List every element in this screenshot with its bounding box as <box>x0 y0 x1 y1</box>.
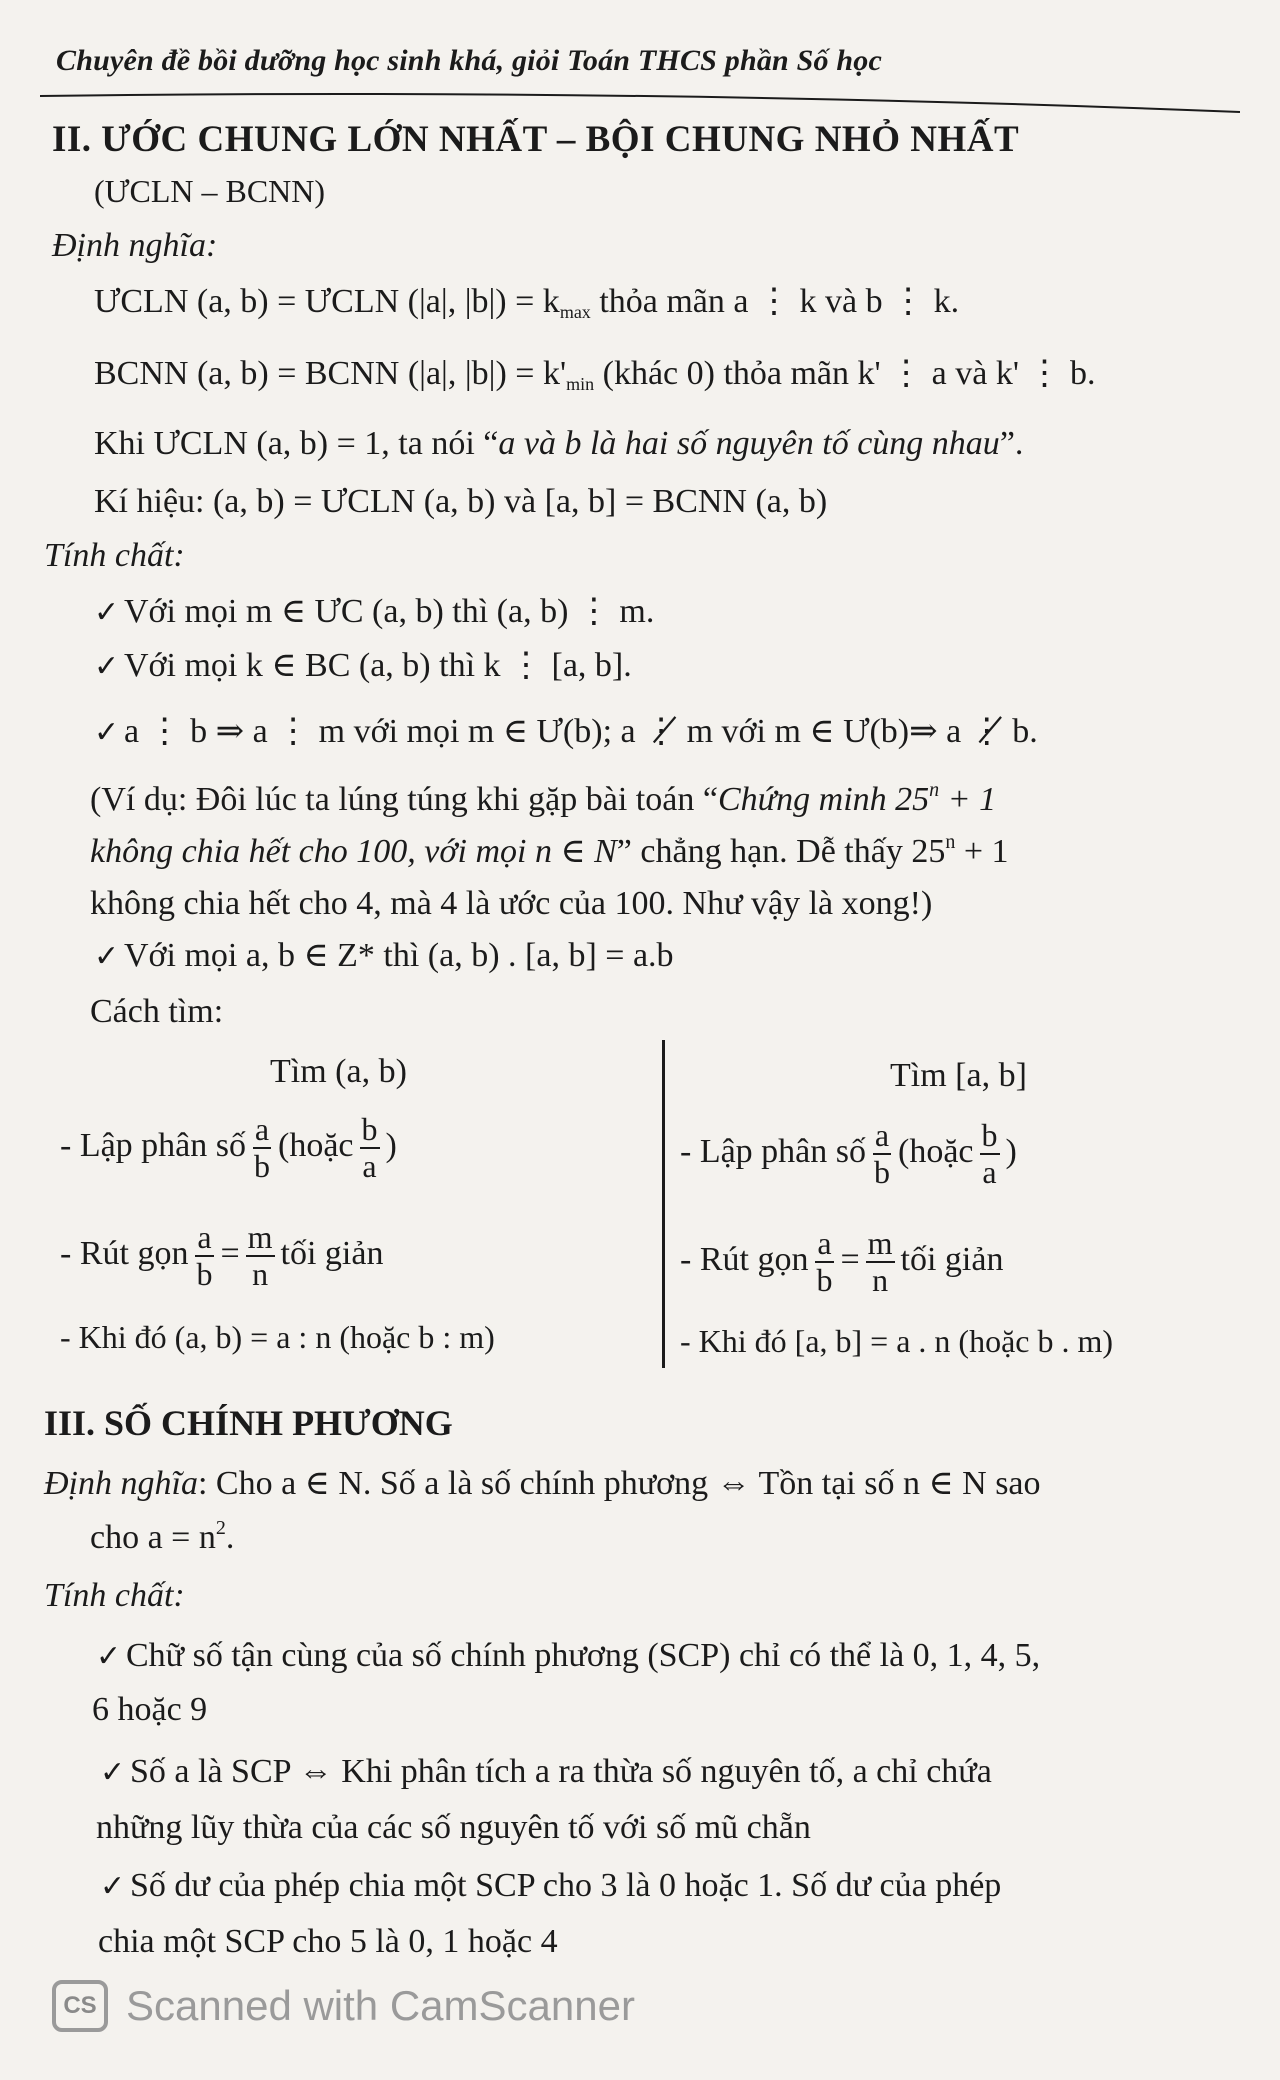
example-italic: Chứng minh 25 <box>717 781 930 818</box>
table-right-header: Tìm [a, b] <box>890 1057 1027 1094</box>
property-text: Số a là SCP ⇔ Khi phân tích a ra thừa số nguyên tố, a chỉ chứa <box>130 1753 992 1790</box>
numerator: a <box>873 1118 891 1155</box>
row-label: - Lập phân số <box>60 1126 247 1164</box>
property-4 <box>94 936 674 977</box>
fraction-a-over-b <box>814 1226 834 1298</box>
definition-label: Định nghĩa <box>44 1465 198 1502</box>
running-header: Chuyên đề bồi dưỡng học sinh khá, giỏi Toán THCS phần Số học <box>56 44 882 77</box>
lcm-definition <box>94 354 1095 396</box>
definition-text: : Cho a ∈ N. Số a là số chính phương ⇔ Tồn tại số n ∈ N sao <box>197 1465 1041 1502</box>
example-line-2 <box>90 830 1009 873</box>
property-3 <box>94 712 1038 753</box>
property-2-text: Với mọi k ∈ BC (a, b) thì k ⋮ [a, b]. <box>124 647 632 684</box>
denominator: n <box>252 1256 269 1293</box>
notation-line: Kí hiệu: (a, b) = ƯCLN (a, b) và [a, b] = BCNN (a, b) <box>94 483 828 520</box>
fraction-m-over-n <box>246 1220 275 1292</box>
gcd-def-condition: thỏa mãn a ⋮ k và b ⋮ k. <box>590 283 960 320</box>
row-alt: (hoặc <box>898 1132 974 1170</box>
lcm-def-text: BCNN (a, b) = BCNN (|a|, |b|) = k' <box>94 355 567 392</box>
numerator: b <box>980 1118 1000 1155</box>
right-row-fraction <box>680 1118 1017 1190</box>
row-label: - Rút gọn <box>60 1234 189 1272</box>
gcd-def-sub: max <box>559 302 591 322</box>
header-rule <box>40 90 1240 116</box>
example-quote: ” <box>616 833 632 870</box>
lcm-def-sub: min <box>566 374 595 394</box>
check-icon: ✓ <box>96 1640 122 1673</box>
check-icon: ✓ <box>94 716 120 749</box>
fraction-a-over-b <box>252 1112 272 1184</box>
coprime-text: Khi ƯCLN (a, b) = 1, ta nói “ <box>94 425 499 462</box>
property-4-text: Với mọi a, b ∈ Z* thì (a, b) . [a, b] = a.b <box>124 937 674 974</box>
section-2-title: II. ƯỚC CHUNG LỚN NHẤT – BỘI CHUNG NHỎ NHẤT <box>52 119 1020 160</box>
how-to-find-label: Cách tìm: <box>90 993 224 1030</box>
row-label: - Lập phân số <box>680 1132 867 1170</box>
right-row-reduce <box>680 1226 1003 1298</box>
row-result: tối giản <box>280 1234 384 1272</box>
right-row-result: - Khi đó [a, b] = a . n (hoặc b . m) <box>680 1323 1114 1359</box>
square-property-1-line-1 <box>96 1636 1040 1677</box>
fraction-b-over-a <box>360 1112 380 1184</box>
camscanner-logo-icon: CS <box>52 1980 108 2032</box>
section-2-subtitle: (ƯCLN – BCNN) <box>94 173 326 209</box>
fraction-b-over-a <box>980 1118 1000 1190</box>
equals-sign: = <box>220 1234 240 1272</box>
section-3-title: III. SỐ CHÍNH PHƯƠNG <box>44 1403 453 1443</box>
fraction-a-over-b <box>872 1118 892 1190</box>
numerator: b <box>360 1112 380 1149</box>
check-icon: ✓ <box>100 1756 126 1789</box>
check-icon: ✓ <box>100 1870 126 1903</box>
scanner-watermark: Scanned with CamScanner <box>126 1982 635 2029</box>
fraction-m-over-n <box>866 1226 895 1298</box>
row-close: ) <box>385 1126 397 1164</box>
numerator: m <box>866 1226 895 1263</box>
example-italic: không chia hết cho 100, với mọi n ∈ N <box>90 833 617 870</box>
property-1-text: Với mọi m ∈ ƯC (a, b) thì (a, b) ⋮ m. <box>124 593 655 630</box>
check-icon: ✓ <box>94 940 120 973</box>
gcd-definition <box>94 282 959 324</box>
example-text: chẳng hạn. Dễ thấy 25 <box>631 833 946 870</box>
denominator: b <box>816 1262 833 1299</box>
example-italic-end: + 1 <box>939 781 997 818</box>
denominator: a <box>362 1148 377 1185</box>
definition-label: Định nghĩa: <box>52 227 218 264</box>
left-row-result: - Khi đó (a, b) = a : n (hoặc b : m) <box>60 1319 495 1355</box>
left-row-reduce <box>60 1220 383 1292</box>
properties-label: Tính chất: <box>44 537 185 574</box>
check-icon: ✓ <box>94 650 120 683</box>
example-end: + 1 <box>955 833 1009 870</box>
property-text: Chữ số tận cùng của số chính phương (SCP) chỉ có thể là 0, 1, 4, 5, <box>126 1637 1041 1674</box>
example-exponent: n <box>929 779 940 801</box>
square-definition-line-2 <box>90 1516 234 1559</box>
denominator: b <box>874 1154 891 1191</box>
property-text: Số dư của phép chia một SCP cho 3 là 0 hoặc 1. Số dư của phép <box>130 1867 1002 1904</box>
numerator: a <box>815 1226 833 1263</box>
exponent: 2 <box>215 1517 226 1539</box>
square-property-3-line-1 <box>100 1866 1001 1907</box>
coprime-statement <box>94 424 1023 465</box>
property-3-text: a ⋮ b ⇒ a ⋮ m với mọi m ∈ Ư(b); a ⋮̸ m với m ∈ Ư(b)⇒ a ⋮̸ b. <box>124 713 1038 750</box>
property-2 <box>94 646 632 687</box>
lcm-def-condition: (khác 0) thỏa mãn k' ⋮ a và k' ⋮ b. <box>594 355 1096 392</box>
example-text: (Ví dụ: Đôi lúc ta lúng túng khi gặp bài toán “ <box>90 781 718 818</box>
denominator: a <box>982 1154 997 1191</box>
numerator: a <box>253 1112 271 1149</box>
numerator: a <box>195 1220 213 1257</box>
row-result: tối giản <box>900 1240 1004 1278</box>
row-close: ) <box>1005 1132 1017 1170</box>
coprime-end: ”. <box>999 425 1024 462</box>
coprime-italic: a và b là hai số nguyên tố cùng nhau <box>498 425 1000 462</box>
row-alt: (hoặc <box>278 1126 354 1164</box>
properties-label: Tính chất: <box>44 1577 185 1614</box>
fraction-a-over-b <box>194 1220 214 1292</box>
example-line-1 <box>90 778 996 821</box>
row-label: - Rút gọn <box>680 1240 809 1278</box>
example-line-3: không chia hết cho 4, mà 4 là ước của 100. Như vậy là xong!) <box>90 885 933 922</box>
definition-end: . <box>225 1519 235 1556</box>
numerator: m <box>246 1220 275 1257</box>
square-definition-line-1 <box>44 1464 1041 1505</box>
property-1 <box>94 592 654 633</box>
denominator: n <box>872 1262 889 1299</box>
denominator: b <box>254 1148 271 1185</box>
table-divider <box>662 1040 665 1368</box>
table-left-header: Tìm (a, b) <box>270 1053 407 1090</box>
equals-sign: = <box>840 1240 860 1278</box>
square-property-3-line-2: chia một SCP cho 5 là 0, 1 hoặc 4 <box>98 1923 558 1960</box>
gcd-def-text: ƯCLN (a, b) = ƯCLN (|a|, |b|) = k <box>94 283 560 320</box>
square-property-1-line-2: 6 hoặc 9 <box>92 1691 208 1728</box>
denominator: b <box>196 1256 213 1293</box>
square-property-2-line-1 <box>100 1752 992 1793</box>
square-property-2-line-2: những lũy thừa của các số nguyên tố với số mũ chẵn <box>96 1809 811 1846</box>
left-row-fraction <box>60 1112 397 1184</box>
definition-text: cho a = n <box>90 1519 216 1556</box>
check-icon: ✓ <box>94 596 120 629</box>
example-exponent: n <box>945 831 956 853</box>
